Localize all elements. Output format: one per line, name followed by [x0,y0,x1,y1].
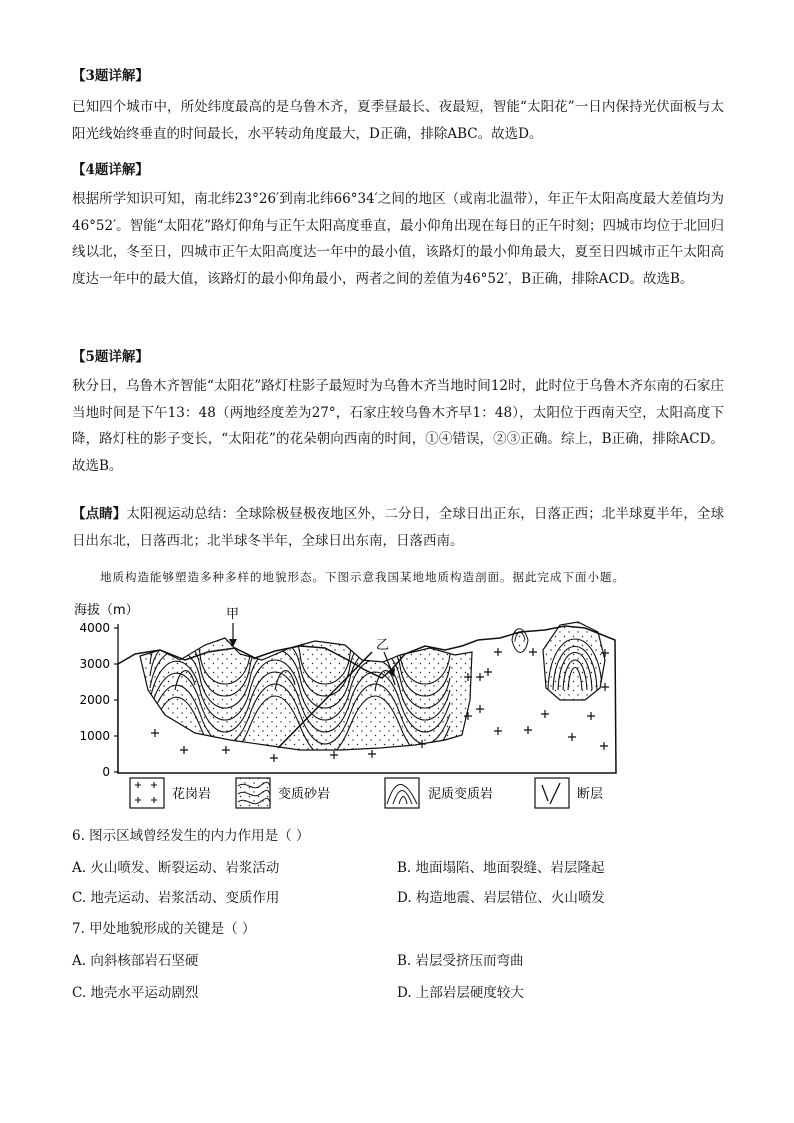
question-6-option-b[interactable]: B. 地面塌陷、地面裂缝、岩层隆起 [397,860,605,876]
y-tick-label: 2000 [79,693,110,707]
question-7-option-c[interactable]: C. 地壳水平运动剧烈 [72,985,199,1001]
section-4-body [72,186,724,292]
section-5-paragraph: 秋分日，乌鲁木齐智能“太阳花”路灯柱影子最短时为乌鲁木齐当地时间12时，此时位于乌鲁木齐东南的石家庄当地时间是下午13：48（两地经度差为27°，石家庄较乌鲁木齐早1：48），太阳位于西南天空，太阳高度下降，路灯柱的影子变长，“太阳花”的花朵朝向西南的时间，①④错误，②③正确。综上，B正确，排除ACD。故选B。 [72,378,724,474]
question-7-option-a[interactable]: A. 向斜核部岩石坚硬 [72,953,199,969]
question-6-option-a[interactable]: A. 火山喷发、断裂运动、岩浆活动 [72,860,280,876]
section-3-paragraph: 已知四个城市中，所处纬度最高的是乌鲁木齐，夏季昼最长、夜最短，智能“太阳花”一日内保持光伏面板与太阳光线始终垂直的时间最长，水平转动角度最大，D正确，排除ABC。故选D。 [72,99,724,142]
y-tick-label: 3000 [79,657,110,671]
section-5-title: 【5题详解】 [72,349,149,365]
figure-intro: 地质构造能够塑造多种多样的地貌形态。下图示意我国某地地质构造剖面。据此完成下面小题。 [100,570,625,584]
y-tick-label: 4000 [79,621,110,635]
legend-mudstone-label: 泥质变质岩 [428,787,494,802]
legend-fault-label: 断层 [577,787,604,802]
section-3-body [72,94,724,147]
label-jia: 甲 [226,607,240,622]
legend-sandstone-label: 变质砂岩 [278,787,331,802]
y-axis-title: 海拔（m） [74,603,139,618]
y-tick-label: 1000 [79,729,110,743]
section-5-body [72,373,724,479]
geology-cross-section [0,592,794,832]
tip-label: 【点睛】 [72,506,127,522]
section-4-paragraph: 根据所学知识可知，南北纬23°26′到南北纬66°34′之间的地区（或南北温带），年正午太阳高度最大差值均为46°52′。智能“太阳花”路灯仰角与正午太阳高度垂直，最小仰角出现在每日的正午时刻；四城市均位于北回归线以北，冬至日，四城市正午太阳高度达一年中的最小值，该路灯的最小仰角最大，夏至日四城市正午太阳高度达一年中的最大值，该路灯的最小仰角最小，两者之间的差值为46°52′，B正确，排除ACD。故选B。 [72,191,724,287]
question-6-option-c[interactable]: C. 地壳运动、岩浆活动、变质作用 [72,890,280,906]
question-6-stem: 6. 图示区域曾经发生的内力作用是（ ） [72,828,310,844]
legend-granite-label: 花岗岩 [172,787,212,802]
question-7-option-b[interactable]: B. 岩层受挤压而弯曲 [397,953,524,969]
label-yi: 乙 [376,638,390,653]
section-3-title: 【3题详解】 [72,68,149,84]
question-7-option-d[interactable]: D. 上部岩层硬度较大 [397,985,524,1001]
section-4-title: 【4题详解】 [72,162,149,178]
question-6-option-d[interactable]: D. 构造地震、岩层错位、火山喷发 [397,890,605,906]
y-tick-label: 0 [102,765,110,779]
question-7-stem: 7. 甲处地貌形成的关键是（ ） [72,921,256,937]
tip-text: 太阳视运动总结：全球除极昼极夜地区外，二分日，全球日出正东，日落正西；北半球夏半年，全球日出东北，日落西北；北半球冬半年，全球日出东南，日落西南。 [72,506,725,549]
legend [130,778,603,808]
tip-block [72,501,724,554]
